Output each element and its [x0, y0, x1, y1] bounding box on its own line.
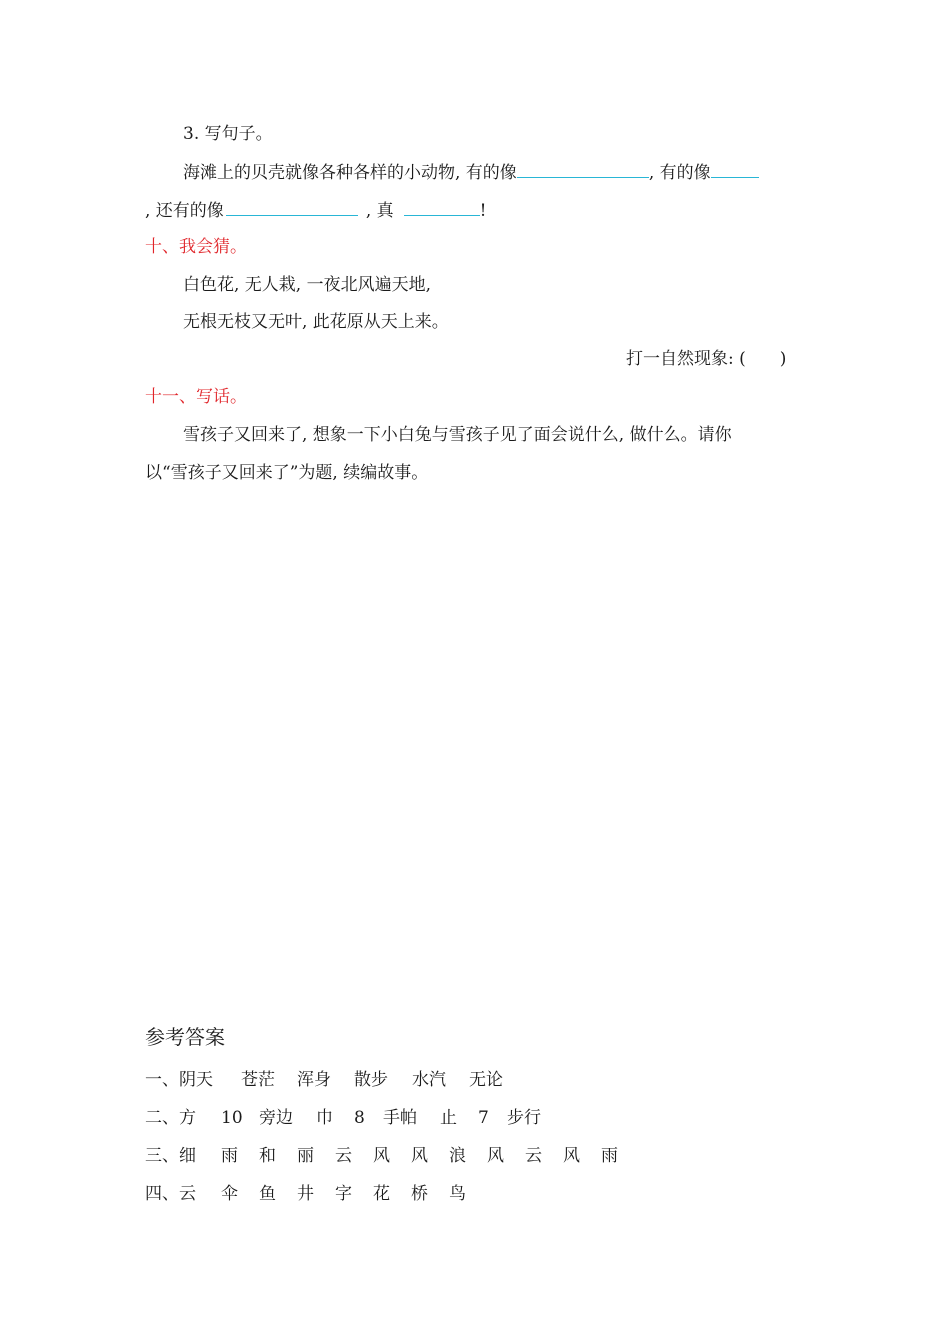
writing-prompt-line-1: 雪孩子又回来了, 想象一下小白兔与雪孩子见了面会说什么, 做什么。请你	[183, 425, 732, 445]
answer-item: 浑身	[297, 1070, 331, 1090]
answer-item: 苍茫	[241, 1070, 275, 1090]
answer-item: 旁边	[259, 1108, 293, 1128]
answer-item: 风	[487, 1146, 504, 1166]
question-3-title: 3. 写句子。	[183, 124, 273, 144]
answer-row-1	[145, 1069, 503, 1091]
answer-item: 鱼	[259, 1184, 276, 1204]
sentence-part4: , 真	[365, 201, 394, 221]
section-10-heading: 十、我会猜。	[145, 237, 247, 257]
answer-item: 伞	[221, 1184, 238, 1204]
answer-item: 巾	[316, 1108, 333, 1128]
answer-item: 风	[373, 1146, 390, 1166]
answer-item: 三、细	[145, 1146, 196, 1166]
answer-item: 字	[335, 1184, 352, 1204]
answer-item: 雨	[221, 1146, 238, 1166]
answer-item: 散步	[354, 1070, 388, 1090]
answer-item: 二、方	[145, 1108, 196, 1128]
answer-item: 一、阴天	[145, 1070, 213, 1090]
answer-item: 10	[221, 1108, 243, 1128]
answer-item: 7	[478, 1108, 489, 1128]
answer-row-3	[145, 1145, 618, 1167]
answer-item: 四、云	[145, 1184, 196, 1204]
answer-item: 井	[297, 1184, 314, 1204]
sentence-part1: 海滩上的贝壳就像各种各样的小动物, 有的像	[183, 163, 517, 183]
answer-item: 云	[525, 1146, 542, 1166]
answer-item: 云	[335, 1146, 352, 1166]
riddle-line-2: 无根无枝又无叶, 此花原从天上来。	[183, 312, 449, 332]
question-3-sentence-line2	[145, 199, 486, 222]
answer-item: 丽	[297, 1146, 314, 1166]
answer-item: 风	[563, 1146, 580, 1166]
writing-prompt-line-2: 以“雪孩子又回来了”为题, 续编故事。	[145, 463, 429, 483]
answer-item: 水汽	[412, 1070, 446, 1090]
answer-item: 8	[354, 1108, 365, 1128]
sentence-part2: , 有的像	[648, 163, 711, 183]
answer-item: 和	[259, 1146, 276, 1166]
answer-item: 鸟	[449, 1184, 466, 1204]
answer-item: 无论	[469, 1070, 503, 1090]
answer-item: 手帕	[383, 1108, 417, 1128]
answer-item: 止	[440, 1108, 457, 1128]
answer-item: 桥	[411, 1184, 428, 1204]
answers-heading: 参考答案	[145, 1025, 225, 1049]
question-3-sentence-line1	[183, 161, 759, 184]
answer-blank-3[interactable]	[226, 199, 358, 216]
sentence-part3: , 还有的像	[145, 201, 224, 221]
answer-blank-2[interactable]	[711, 161, 759, 178]
answer-item: 风	[411, 1146, 428, 1166]
riddle-line-1: 白色花, 无人栽, 一夜北风遍天地,	[183, 275, 432, 295]
answer-row-2	[145, 1107, 541, 1129]
answer-item: 雨	[601, 1146, 618, 1166]
answer-blank-1[interactable]	[517, 161, 649, 178]
riddle-hint: 打一自然现象: ( )	[626, 349, 787, 369]
sentence-end: !	[479, 201, 487, 221]
answer-item: 浪	[449, 1146, 466, 1166]
section-11-heading: 十一、写话。	[145, 387, 247, 407]
answer-row-4	[145, 1183, 466, 1205]
answer-item: 花	[373, 1184, 390, 1204]
answer-blank-4[interactable]	[404, 199, 480, 216]
answer-item: 步行	[507, 1108, 541, 1128]
